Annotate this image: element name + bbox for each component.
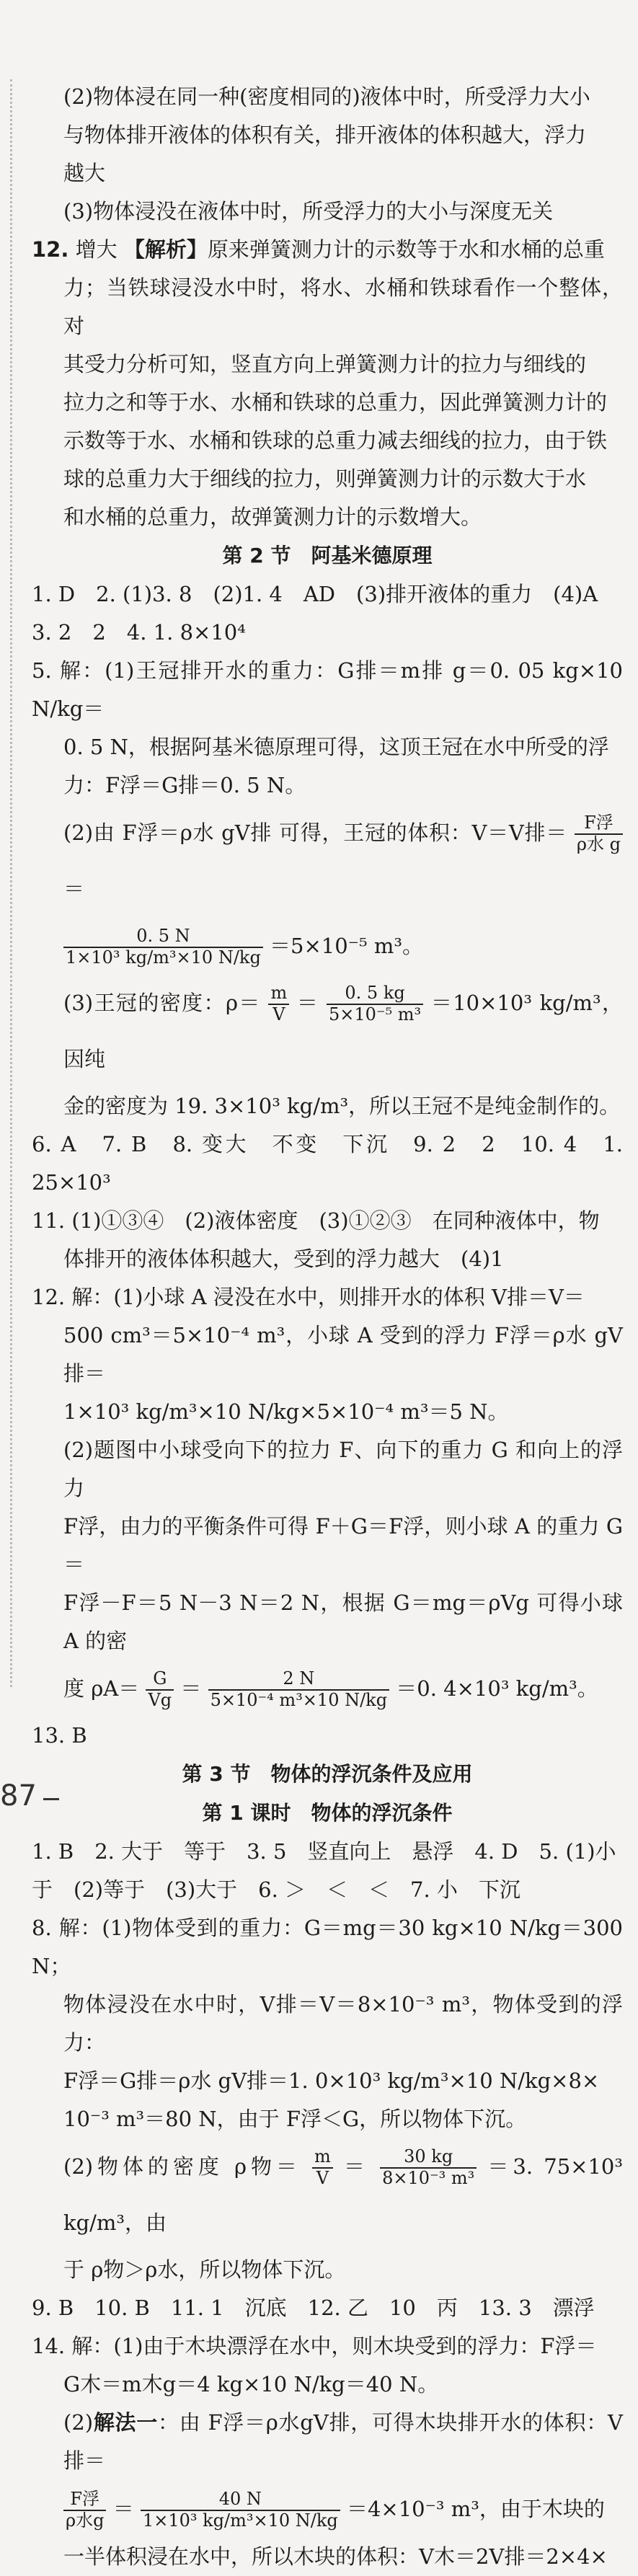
formula-text: (3)王冠的密度：ρ＝ xyxy=(63,991,261,1015)
formula-line xyxy=(32,805,623,917)
page-number-dash xyxy=(43,1798,59,1800)
formula-text: 度 ρA＝ xyxy=(63,1676,140,1701)
numerator: F浮 xyxy=(63,2489,106,2511)
fraction xyxy=(380,2147,477,2188)
numerator: 2 N xyxy=(208,1669,389,1691)
analysis-tag: 【解析】 xyxy=(123,237,208,262)
text-line: 其受力分析可知，竖直方向上弹簧测力计的拉力与细线的 xyxy=(63,352,587,376)
answer-content xyxy=(32,78,623,2576)
denominator: Vg xyxy=(148,1690,172,1710)
numerator: F浮 xyxy=(575,813,623,835)
numerator: m xyxy=(268,983,289,1005)
formula-text: ＝10×10³ kg/m³，因纯 xyxy=(63,991,624,1071)
fraction xyxy=(141,2489,340,2531)
text-line: 500 cm³＝5×10⁻⁴ m³，小球 A 受到的浮力 F浮＝ρ水 gV排＝ xyxy=(63,1323,623,1386)
text-line: 一半体积浸在水中，所以木块的体积：V木＝2V排＝2×4× xyxy=(63,2544,608,2569)
formula-text: (2)物体的密度 ρ物＝ xyxy=(63,2154,301,2179)
numerator: 30 kg xyxy=(380,2147,477,2169)
section-heading: 第 2 节 阿基米德原理 xyxy=(222,544,433,567)
text-line: 示数等于水、水桶和铁球的总重力减去细线的拉力，由于铁 xyxy=(63,428,608,453)
fraction xyxy=(327,983,423,1024)
denominator: 1×10³ kg/m³×10 N/kg xyxy=(142,2510,338,2531)
fraction xyxy=(312,2147,333,2188)
text-line: 12. 解：(1)小球 A 浸没在水中，则排开水的体积 V排＝V＝ xyxy=(32,1285,585,1309)
formula-text: ＝ xyxy=(112,2497,134,2521)
text-line: 于 ρ物＞ρ水，所以物体下沉。 xyxy=(63,2257,346,2282)
lesson-heading: 第 1 课时 物体的浮沉条件 xyxy=(202,1801,453,1825)
fraction xyxy=(268,983,289,1024)
formula-text: ＝ xyxy=(180,1676,202,1701)
text-line: (2)题图中小球受向下的拉力 F、向下的重力 G 和向上的浮力 xyxy=(63,1438,623,1500)
numerator: 40 N xyxy=(141,2489,340,2511)
formula-line xyxy=(32,975,623,1087)
question-number: 12. xyxy=(32,237,69,262)
text-line: 金的密度为 19. 3×10³ kg/m³，所以王冠不是纯金制作的。 xyxy=(63,1094,621,1118)
denominator: 5×10⁻⁵ m³ xyxy=(328,1004,422,1024)
text-line: F浮＝G排＝ρ水 gV排＝1. 0×10³ kg/m³×10 N/kg×8× xyxy=(63,2068,600,2093)
answer-text: 原来弹簧测力计的示数等于水和水桶的总重 xyxy=(207,237,605,262)
page-number: 87 xyxy=(0,1779,37,1813)
answer-text: 增大 xyxy=(75,237,118,262)
denominator: ρ水 g xyxy=(576,834,621,854)
text-line: 体排开的液体体积越大，受到的浮力越大 (4)1 xyxy=(63,1247,504,1271)
formula-text: (2) xyxy=(63,2410,94,2435)
formula-text: ：由 F浮＝ρ水gV排，可得木块排开水的体积：V排＝ xyxy=(63,2410,623,2473)
text-line: F浮，由力的平衡条件可得 F＋G＝F浮，则小球 A 的重力 G＝ xyxy=(63,1514,623,1577)
text-line: 球的总重力大于细线的拉力，则弹簧测力计的示数大于水 xyxy=(63,466,587,491)
formula-text: ＝3. 75×10³ kg/m³，由 xyxy=(63,2154,623,2235)
fraction xyxy=(63,926,263,968)
text-line: 1. B 2. 大于 等于 3. 5 竖直向上 悬浮 4. D 5. (1)小 xyxy=(32,1839,616,1864)
text-line: 拉力之和等于水、水桶和铁球的总重力，因此弹簧测力计的 xyxy=(63,390,608,415)
text-line: 物体浸没在水中时，V排＝V＝8×10⁻³ m³，物体受到的浮力： xyxy=(63,1992,623,2055)
denominator: 8×10⁻³ m³ xyxy=(382,2168,475,2188)
text-line: 14. 解：(1)由于木块漂浮在水中，则木块受到的浮力：F浮＝ xyxy=(32,2334,597,2358)
text-line: G木＝m木g＝4 kg×10 N/kg＝40 N。 xyxy=(63,2372,439,2396)
text-line: 5. 解：(1)王冠排开水的重力：G排＝m排 g＝0. 05 kg×10 N/kg＝ xyxy=(32,658,623,721)
fraction xyxy=(63,2489,106,2531)
text-line: (2)物体浸在同一种(密度相同的)液体中时，所受浮力大小 xyxy=(63,84,590,109)
formula-line xyxy=(32,917,623,975)
denominator: 1×10³ kg/m³×10 N/kg xyxy=(66,947,261,968)
formula-text: ＝ xyxy=(296,991,319,1015)
text-line: 13. B xyxy=(32,1723,87,1748)
text-line: 力：F浮＝G排＝0. 5 N。 xyxy=(63,773,306,797)
formula-text: ＝4×10⁻³ m³，由于木块的 xyxy=(346,2497,605,2521)
text-line: (3)物体浸没在液体中时，所受浮力的大小与深度无关 xyxy=(63,199,554,223)
text-line: 3. 2 2 4. 1. 8×10⁴ xyxy=(32,620,246,645)
text-line: 9. B 10. B 11. 1 沉底 12. 乙 10 丙 13. 3 漂浮 xyxy=(32,2296,595,2320)
method-label: 解法一 xyxy=(93,2410,159,2435)
fraction xyxy=(146,1669,174,1710)
formula-text: ＝0. 4×10³ kg/m³。 xyxy=(396,1676,598,1701)
text-line: 10⁻³ m³＝80 N，由于 F浮＜G，所以物体下沉。 xyxy=(63,2107,527,2131)
numerator: G xyxy=(146,1669,174,1691)
formula-line xyxy=(32,2404,623,2480)
text-line: 力；当铁球浸没水中时，将水、水桶和铁球看作一个整体，对 xyxy=(63,275,623,338)
numerator: 0. 5 kg xyxy=(327,983,423,1005)
denominator: ρ水g xyxy=(66,2510,105,2531)
text-line: 和水桶的总重力，故弹簧测力计的示数增大。 xyxy=(63,505,482,529)
formula-line xyxy=(32,1660,623,1717)
denominator: V xyxy=(273,1004,285,1024)
numerator: m xyxy=(312,2147,333,2169)
formula-text: (2)由 F浮＝ρ水 gV排 可得，王冠的体积：V＝V排＝ xyxy=(63,820,567,845)
text-line: 越大 xyxy=(63,161,106,185)
text-line: 6. A 7. B 8. 变大 不变 下沉 9. 2 2 10. 4 1. 25×10³ xyxy=(32,1132,623,1195)
formula-line xyxy=(32,2480,623,2538)
formula-text: ＝ xyxy=(343,2154,369,2179)
numerator: 0. 5 N xyxy=(63,926,263,948)
denominator: V xyxy=(316,2168,329,2188)
text-line: 1×10³ kg/m³×10 N/kg×5×10⁻⁴ m³＝5 N。 xyxy=(63,1399,509,1424)
text-line: F浮－F＝5 N－3 N＝2 N，根据 G＝mg＝ρVg 可得小球 A 的密 xyxy=(63,1590,623,1653)
fraction xyxy=(208,1669,389,1710)
text-line: 8. 解：(1)物体受到的重力：G＝mg＝30 kg×10 N/kg＝300 N； xyxy=(32,1916,623,1978)
denominator: 5×10⁻⁴ m³×10 N/kg xyxy=(210,1690,388,1710)
left-margin-dots xyxy=(10,79,14,1687)
text-line: 1. D 2. (1)3. 8 (2)1. 4 AD (3)排开液体的重力 (4)A xyxy=(32,582,598,606)
text-line: 与物体排开液体的体积有关，排开液体的体积越大，浮力 xyxy=(63,123,587,147)
text-line: 11. (1)①③④ (2)液体密度 (3)①②③ 在同种液体中，物 xyxy=(32,1208,600,1233)
text-line: 0. 5 N，根据阿基米德原理可得，这顶王冠在水中所受的浮 xyxy=(63,735,609,759)
section-heading: 第 3 节 物体的浮沉条件及应用 xyxy=(182,1762,473,1786)
formula-text: ＝5×10⁻⁵ m³。 xyxy=(270,934,423,958)
text-line: 于 (2)等于 (3)大于 6. ＞ ＜ ＜ 7. 小 下沉 xyxy=(32,1877,520,1902)
formula-text: ＝ xyxy=(63,877,85,901)
formula-line xyxy=(32,2138,623,2251)
fraction xyxy=(575,813,623,854)
answer-12 xyxy=(32,231,623,269)
